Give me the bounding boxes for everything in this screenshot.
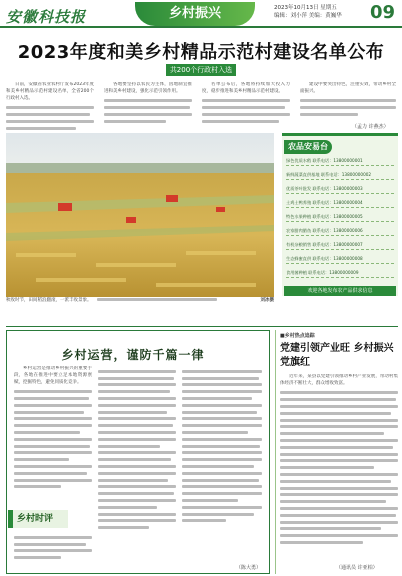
sidebar-item: 绿色优质水稻 联系电话：13800000001 xyxy=(286,158,394,166)
commentary-tag: 乡村时评 xyxy=(8,510,68,528)
story-column-2 xyxy=(104,82,192,130)
news-title: 党建引领产业旺 乡村振兴党旗红 xyxy=(280,343,394,368)
sidebar-item: 生态蜂蜜直供 联系电话：13800000008 xyxy=(286,256,394,264)
main-subhead: 共200个行政村入选 xyxy=(166,64,236,76)
page-header xyxy=(0,0,402,28)
issue-date: 2023年10月13日 星期五 xyxy=(274,5,337,11)
story-text: 各地要坚持以农民为主体，因地制宜推进和美乡村建设，强化示范引领作用。 xyxy=(104,82,192,94)
news-kicker: ■乡村热点追踪 xyxy=(280,333,315,339)
photo-credit: 刘冰摄 xyxy=(260,298,274,303)
sidebar-item: 土鸡土鸭养殖 联系电话：13800000004 xyxy=(286,200,394,208)
rice-field-image xyxy=(6,133,274,297)
sidebar-item: 农家腊肉腊鱼 联系电话：13800000006 xyxy=(286,228,394,236)
main-headline: 2023年度和美乡村精品示范村建设名单公布 xyxy=(17,42,385,63)
commentary-title: 乡村运营，谨防千篇一律 xyxy=(61,348,205,362)
story-text: 建设中要突出特色，注重实效，带动乡村全面振兴。 xyxy=(300,82,396,94)
masthead-logo: 安徽科技报 xyxy=(6,8,87,26)
editor-credit: 编辑：刘小萍 美编：黄巍华 xyxy=(274,13,342,19)
commentary-column-1-tail xyxy=(14,532,92,568)
story-column-3 xyxy=(202,82,290,130)
section-title: 乡村振兴 xyxy=(135,2,255,26)
story-text: 名单公布后，各地将持续加大投入力度，稳步推进和美乡村精品示范村建设。 xyxy=(202,82,290,94)
sidebar-item: 食用菌种植 联系电话：13800000009 xyxy=(286,270,394,278)
story-column-1 xyxy=(6,82,94,130)
commentary-column-2 xyxy=(98,366,176,566)
column-divider xyxy=(275,330,276,574)
issue-meta xyxy=(274,4,342,20)
sidebar-footer: 欢迎各地发布农产品供求信息 xyxy=(284,286,396,296)
story-text: 日前，安徽省农业农村厅发布2023年度和美乡村精品示范村建设名单，全省200个行政村入选。 xyxy=(6,82,94,101)
page-number: 09 xyxy=(370,2,396,23)
harvest-photo xyxy=(6,133,274,297)
section-divider xyxy=(6,326,398,327)
news-text: 近年来，某县以党建引领推动乡村产业发展，带动村集体经济不断壮大，群众增收致富。 xyxy=(280,374,398,386)
commentary-signoff: （陈大勇） xyxy=(236,565,262,571)
sidebar-item: 特色水果种植 联系电话：13800000005 xyxy=(286,214,394,222)
sidebar-item: 新鲜蔬菜直供基地 联系电话：13800000002 xyxy=(286,172,394,180)
photo-caption: 秋收时节，田间稻浪翻滚，一派丰收景象。 刘冰摄 xyxy=(6,298,274,303)
market-sidebar xyxy=(282,133,398,296)
news-signoff: （通讯员 许亚柏） xyxy=(336,565,378,571)
story-column-4 xyxy=(300,82,396,122)
commentary-column-1 xyxy=(14,366,92,506)
sidebar-title: 农品安易台 xyxy=(284,140,332,154)
story-signoff: （孟力 许燕杰） xyxy=(352,124,389,130)
sidebar-item: 优质茶叶批发 联系电话：13800000003 xyxy=(286,186,394,194)
sidebar-item: 有机杂粮销售 联系电话：13800000007 xyxy=(286,242,394,250)
commentary-text: 乡村运营是推动乡村振兴的重要手段，各地在推进中要立足本地资源禀赋，挖掘特色，避免同质化竞争。 xyxy=(14,366,92,385)
commentary-column-3 xyxy=(182,366,262,566)
news-body xyxy=(280,374,398,564)
